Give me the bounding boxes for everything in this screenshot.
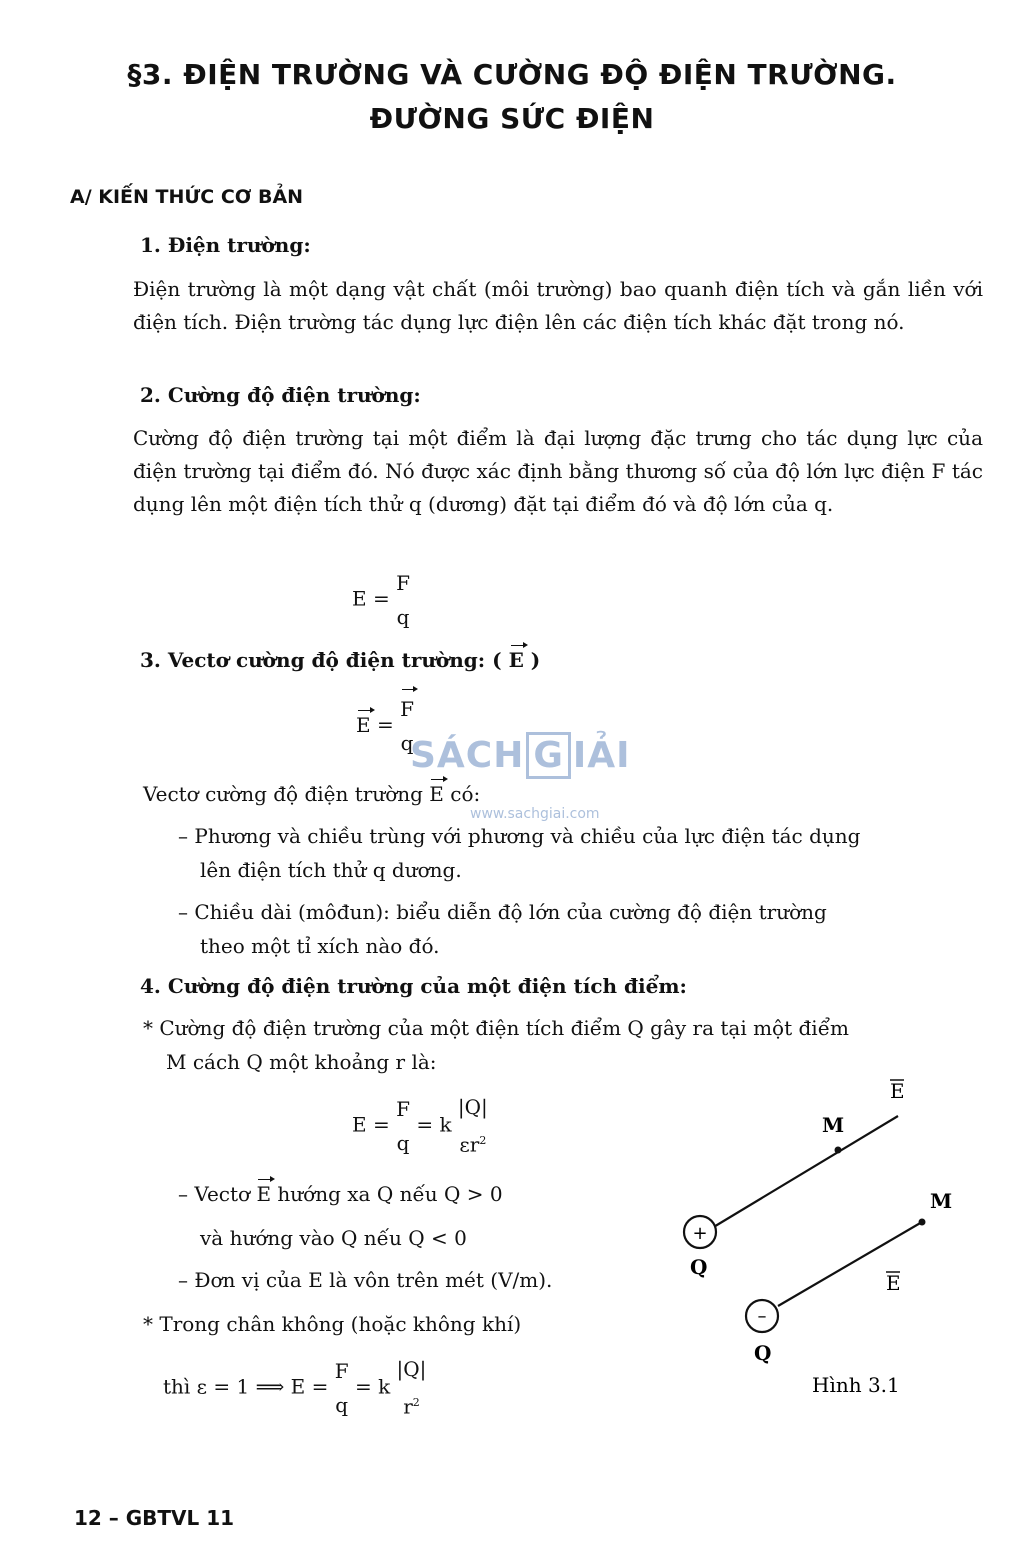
vector-e-inline-2: E xyxy=(256,1182,272,1206)
vacuum-line: * Trong chân không (hoặc không khí) xyxy=(143,1312,522,1336)
point-m-top xyxy=(835,1147,842,1154)
formula-pre: thì ε = 1 xyxy=(163,1374,250,1399)
formula-fraction-2: |Q| $r^2$ xyxy=(397,1352,427,1424)
label-m-top: M xyxy=(822,1113,845,1137)
formula-denominator: q xyxy=(396,1130,410,1155)
watermark-text-a: SÁCH xyxy=(410,735,525,776)
point-charge-line-1: * Cường độ điện trường của một điện tích điểm Q gây ra tại một điểm xyxy=(143,1016,849,1040)
formula-k: = k xyxy=(354,1374,391,1399)
vector-intro xyxy=(143,782,480,806)
heading-1: 1. Điện trường: xyxy=(140,233,311,257)
page-footer: 12 – GBTVL 11 xyxy=(74,1506,235,1530)
label-q-bottom: Q xyxy=(754,1341,772,1365)
formula-numerator-q: |Q| xyxy=(457,1095,488,1119)
formula-k: = k xyxy=(416,1112,452,1137)
direction-text-b: hướng xa Q nếu Q > 0 xyxy=(277,1182,503,1206)
bullet-1-line-2: lên điện tích thử q dương. xyxy=(200,858,462,882)
paragraph-1: Điện trường là một dạng vật chất (môi trường) bao quanh điện tích và gắn liền với điện tích. Điện trường tác dụng lực điện lên các điện tích khác đặt trong nó. xyxy=(133,277,983,334)
point-charge-line-2: M cách Q một khoảng r là: xyxy=(166,1050,437,1074)
heading-2: 2. Cường độ điện trường: xyxy=(140,383,421,407)
formula-vacuum xyxy=(163,1352,426,1424)
watermark-text-b: IẢI xyxy=(572,735,631,776)
formula-numerator: F xyxy=(334,1358,349,1383)
watermark-logo xyxy=(410,732,631,779)
formula-e-f-q xyxy=(352,566,410,634)
formula-equals: = xyxy=(376,712,394,737)
figure-caption: Hình 3.1 xyxy=(812,1373,900,1397)
implies-arrow: ⟹ xyxy=(255,1374,285,1399)
paragraph-2: Cường độ điện trường tại một điểm là đại lượng đặc trưng cho tác dụng lực của điện trường tại điểm đó. Nó được xác định bằng thương số của độ lớn lực điện F tác dụng lên một điện tích thử q (dương) đặt tại điểm đó và độ lớn của q. xyxy=(133,426,983,516)
page-title: §3. ĐIỆN TRƯỜNG VÀ CƯỜNG ĐỘ ĐIỆN TRƯỜNG. xyxy=(127,58,897,91)
formula-lhs: E = xyxy=(352,586,390,611)
minus-sign: – xyxy=(757,1306,767,1327)
point-m-bottom xyxy=(919,1219,926,1226)
formula-fraction-2: |Q| $\varepsilon r^2$ xyxy=(458,1090,488,1162)
bullet-1-line-1: – Phương và chiều trùng với phương và chiều của lực điện tác dụng xyxy=(178,824,861,848)
bullet-2-line-1: – Chiều dài (môđun): biểu diễn độ lớn của cường độ điện trường xyxy=(178,900,827,924)
watermark-url: www.sachgiai.com xyxy=(470,806,600,822)
formula-numerator-q: |Q| xyxy=(396,1357,427,1381)
heading-3-close: ) xyxy=(530,648,541,672)
formula-fraction-1 xyxy=(335,1354,349,1422)
formula-lhs: E = xyxy=(290,1374,329,1399)
heading-3-text: 3. Vectơ cường độ điện trường: ( xyxy=(140,648,502,672)
formula-denominator-er: εr xyxy=(459,1132,480,1157)
formula-numerator: F xyxy=(396,571,410,595)
label-q-top: Q xyxy=(690,1255,708,1279)
heading-3 xyxy=(140,648,540,672)
label-e-top: E xyxy=(890,1079,905,1103)
formula-denominator: q xyxy=(335,1392,349,1417)
bullet-2-line-2: theo một tỉ xích nào đó. xyxy=(200,934,440,958)
vector-intro-text: Vectơ cường độ điện trường xyxy=(143,782,423,806)
unit-line: – Đơn vị của E là vôn trên mét (V/m). xyxy=(178,1268,553,1292)
direction-line-2: và hướng vào Q nếu Q < 0 xyxy=(200,1226,467,1250)
direction-text-a: – Vectơ xyxy=(178,1182,251,1206)
vector-e-lhs: E xyxy=(356,712,371,737)
formula-numerator: F xyxy=(396,1096,410,1121)
figure-3-1 xyxy=(660,1060,990,1430)
vector-f: F xyxy=(400,692,414,726)
vector-intro-end: có: xyxy=(450,782,481,806)
formula-fraction-1 xyxy=(396,1092,410,1160)
formula-fraction xyxy=(396,566,410,634)
field-line-positive xyxy=(712,1116,898,1228)
vector-e-inline: E xyxy=(429,782,444,806)
vector-e-symbol: E xyxy=(508,648,524,672)
page-subtitle: ĐƯỜNG SỨC ĐIỆN xyxy=(369,102,655,135)
direction-line-1 xyxy=(178,1182,503,1206)
plus-sign: + xyxy=(692,1223,708,1244)
formula-vector-e xyxy=(356,692,414,760)
section-heading-a: A/ KIẾN THỨC CƠ BẢN xyxy=(70,186,304,208)
formula-denominator: q xyxy=(400,731,414,755)
heading-4: 4. Cường độ điện trường của một điện tích điểm: xyxy=(140,974,687,998)
formula-denominator-r: r xyxy=(403,1394,413,1419)
formula-point-charge xyxy=(352,1090,488,1162)
label-e-bottom: E xyxy=(886,1271,901,1295)
label-m-bottom: M xyxy=(930,1189,953,1213)
formula-denominator: q xyxy=(396,605,410,629)
watermark-letter-g: G xyxy=(526,732,571,779)
formula-lhs: E = xyxy=(352,1112,390,1137)
